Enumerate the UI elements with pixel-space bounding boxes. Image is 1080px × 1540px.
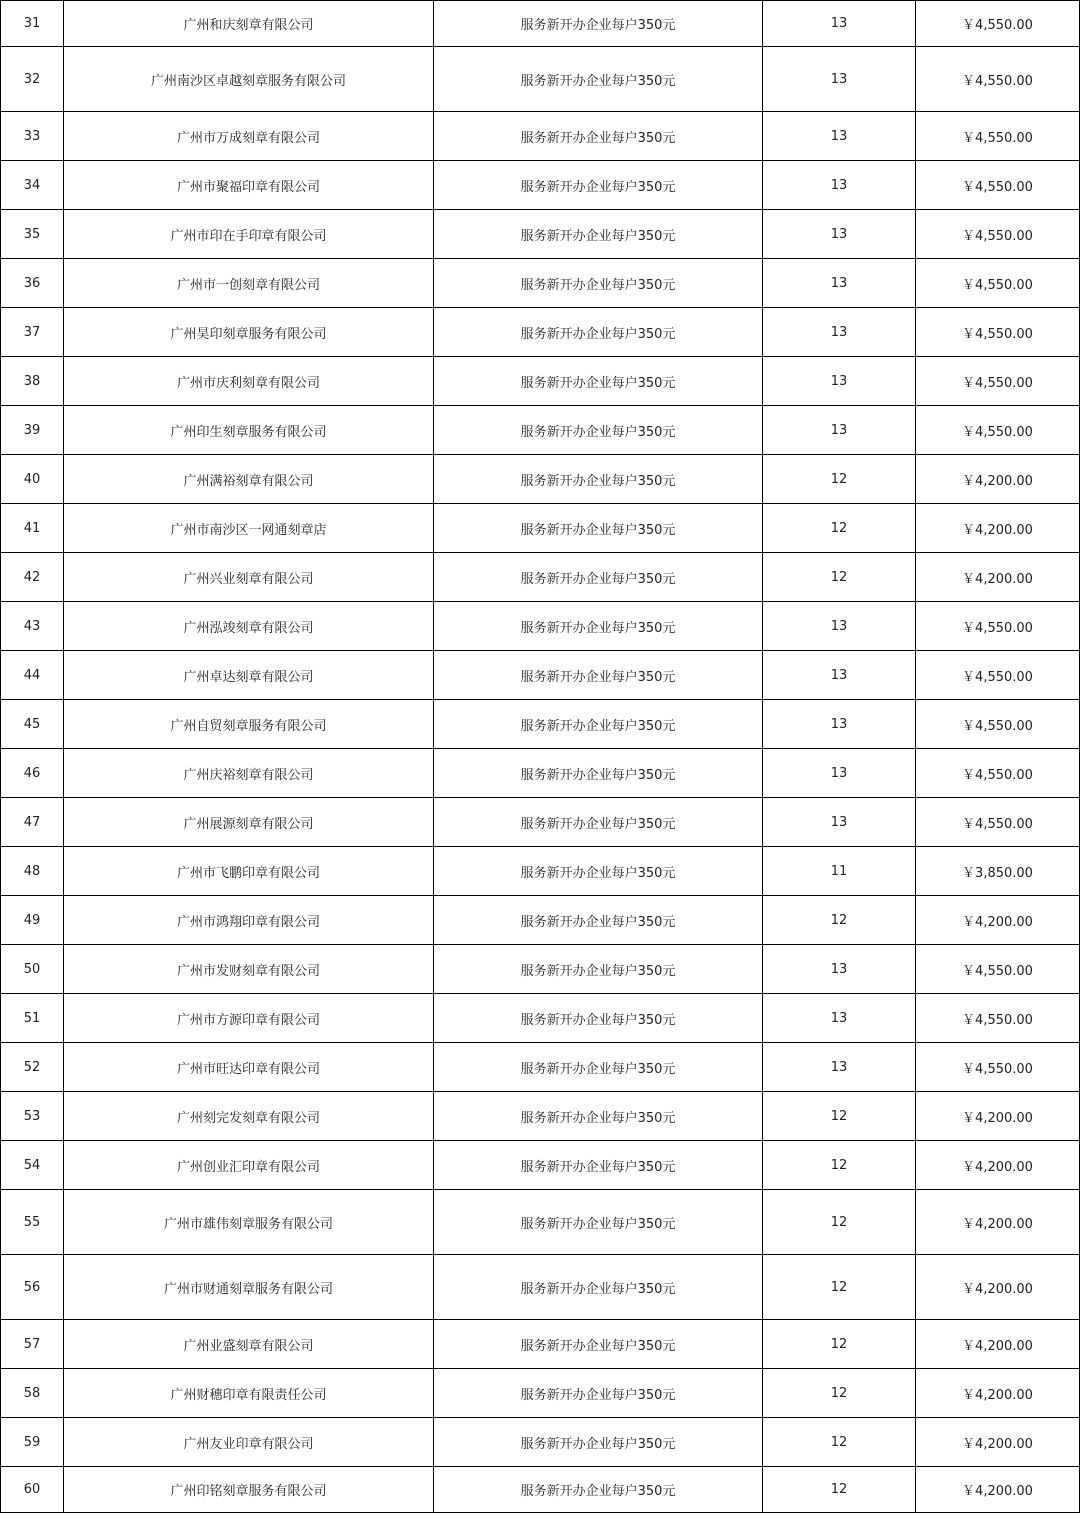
- enterprise-count: 12: [763, 1467, 916, 1513]
- service-description: 服务新开办企业每户350元: [434, 112, 763, 161]
- row-number: 47: [1, 798, 64, 847]
- subsidy-amount: ￥3,850.00: [916, 847, 1080, 896]
- company-name: 广州市旺达印章有限公司: [64, 1043, 434, 1092]
- subsidy-amount: ￥4,550.00: [916, 161, 1080, 210]
- subsidy-amount: ￥4,550.00: [916, 700, 1080, 749]
- enterprise-count: 13: [763, 1043, 916, 1092]
- service-description: 服务新开办企业每户350元: [434, 504, 763, 553]
- enterprise-count: 13: [763, 749, 916, 798]
- enterprise-count: 12: [763, 455, 916, 504]
- company-name: 广州业盛刻章有限公司: [64, 1320, 434, 1369]
- enterprise-count: 13: [763, 210, 916, 259]
- table-row: [1, 798, 1080, 847]
- table-row: [1, 700, 1080, 749]
- enterprise-count: 12: [763, 1255, 916, 1320]
- enterprise-count: 13: [763, 994, 916, 1043]
- subsidy-amount: ￥4,550.00: [916, 47, 1080, 112]
- table-row: [1, 406, 1080, 455]
- table-row: [1, 1, 1080, 47]
- service-description: 服务新开办企业每户350元: [434, 47, 763, 112]
- service-description: 服务新开办企业每户350元: [434, 651, 763, 700]
- service-description: 服务新开办企业每户350元: [434, 1, 763, 47]
- subsidy-amount: ￥4,200.00: [916, 1320, 1080, 1369]
- service-description: 服务新开办企业每户350元: [434, 259, 763, 308]
- company-name: 广州卓达刻章有限公司: [64, 651, 434, 700]
- table-row: [1, 112, 1080, 161]
- subsidy-amount: ￥4,550.00: [916, 308, 1080, 357]
- service-description: 服务新开办企业每户350元: [434, 1320, 763, 1369]
- service-description: 服务新开办企业每户350元: [434, 161, 763, 210]
- company-name: 广州印铭刻章服务有限公司: [64, 1467, 434, 1513]
- enterprise-count: 13: [763, 602, 916, 651]
- table-row: [1, 1092, 1080, 1141]
- enterprise-count: 13: [763, 651, 916, 700]
- enterprise-count: 13: [763, 406, 916, 455]
- enterprise-count: 13: [763, 700, 916, 749]
- enterprise-count: 11: [763, 847, 916, 896]
- subsidy-amount: ￥4,550.00: [916, 210, 1080, 259]
- subsidy-amount: ￥4,200.00: [916, 896, 1080, 945]
- company-name: 广州创业汇印章有限公司: [64, 1141, 434, 1190]
- row-number: 37: [1, 308, 64, 357]
- enterprise-count: 13: [763, 798, 916, 847]
- table-row: [1, 357, 1080, 406]
- company-name: 广州展源刻章有限公司: [64, 798, 434, 847]
- table-row: [1, 1141, 1080, 1190]
- service-description: 服务新开办企业每户350元: [434, 896, 763, 945]
- table-row: [1, 749, 1080, 798]
- row-number: 42: [1, 553, 64, 602]
- company-name: 广州市一创刻章有限公司: [64, 259, 434, 308]
- table-row: [1, 504, 1080, 553]
- table-row: [1, 308, 1080, 357]
- table-row: [1, 1190, 1080, 1255]
- service-description: 服务新开办企业每户350元: [434, 455, 763, 504]
- row-number: 40: [1, 455, 64, 504]
- service-description: 服务新开办企业每户350元: [434, 1255, 763, 1320]
- row-number: 32: [1, 47, 64, 112]
- service-description: 服务新开办企业每户350元: [434, 700, 763, 749]
- table-row: [1, 259, 1080, 308]
- service-description: 服务新开办企业每户350元: [434, 1043, 763, 1092]
- service-description: 服务新开办企业每户350元: [434, 847, 763, 896]
- row-number: 39: [1, 406, 64, 455]
- company-name: 广州市鸿翔印章有限公司: [64, 896, 434, 945]
- service-description: 服务新开办企业每户350元: [434, 1467, 763, 1513]
- company-name: 广州市南沙区一网通刻章店: [64, 504, 434, 553]
- company-name: 广州和庆刻章有限公司: [64, 1, 434, 47]
- table-row: [1, 945, 1080, 994]
- row-number: 44: [1, 651, 64, 700]
- table-row: [1, 161, 1080, 210]
- subsidy-amount: ￥4,200.00: [916, 553, 1080, 602]
- company-name: 广州市发财刻章有限公司: [64, 945, 434, 994]
- table-row: [1, 553, 1080, 602]
- row-number: 53: [1, 1092, 64, 1141]
- row-number: 46: [1, 749, 64, 798]
- subsidy-amount: ￥4,550.00: [916, 994, 1080, 1043]
- row-number: 36: [1, 259, 64, 308]
- table-row: [1, 602, 1080, 651]
- row-number: 43: [1, 602, 64, 651]
- enterprise-count: 12: [763, 1141, 916, 1190]
- table-row: [1, 1467, 1080, 1513]
- company-name: 广州市方源印章有限公司: [64, 994, 434, 1043]
- enterprise-count: 13: [763, 112, 916, 161]
- service-description: 服务新开办企业每户350元: [434, 406, 763, 455]
- service-description: 服务新开办企业每户350元: [434, 749, 763, 798]
- row-number: 59: [1, 1418, 64, 1467]
- company-name: 广州市飞鹏印章有限公司: [64, 847, 434, 896]
- company-name: 广州刻完发刻章有限公司: [64, 1092, 434, 1141]
- subsidy-amount: ￥4,550.00: [916, 112, 1080, 161]
- subsidy-amount: ￥4,200.00: [916, 1467, 1080, 1513]
- row-number: 35: [1, 210, 64, 259]
- enterprise-count: 12: [763, 1092, 916, 1141]
- service-description: 服务新开办企业每户350元: [434, 553, 763, 602]
- subsidy-amount: ￥4,200.00: [916, 1092, 1080, 1141]
- service-description: 服务新开办企业每户350元: [434, 994, 763, 1043]
- subsidy-amount: ￥4,550.00: [916, 749, 1080, 798]
- enterprise-count: 13: [763, 1, 916, 47]
- row-number: 54: [1, 1141, 64, 1190]
- row-number: 38: [1, 357, 64, 406]
- enterprise-count: 13: [763, 259, 916, 308]
- company-name: 广州庆裕刻章有限公司: [64, 749, 434, 798]
- subsidy-amount: ￥4,550.00: [916, 1, 1080, 47]
- table-row: [1, 210, 1080, 259]
- company-name: 广州市财通刻章服务有限公司: [64, 1255, 434, 1320]
- company-name: 广州市雄伟刻章服务有限公司: [64, 1190, 434, 1255]
- service-description: 服务新开办企业每户350元: [434, 210, 763, 259]
- table-row: [1, 651, 1080, 700]
- enterprise-count: 13: [763, 161, 916, 210]
- table-row: [1, 994, 1080, 1043]
- row-number: 55: [1, 1190, 64, 1255]
- company-name: 广州财穗印章有限责任公司: [64, 1369, 434, 1418]
- enterprise-count: 13: [763, 308, 916, 357]
- subsidy-amount: ￥4,550.00: [916, 602, 1080, 651]
- table-row: [1, 1043, 1080, 1092]
- company-name: 广州市印在手印章有限公司: [64, 210, 434, 259]
- row-number: 31: [1, 1, 64, 47]
- company-name: 广州昊印刻章服务有限公司: [64, 308, 434, 357]
- enterprise-count: 13: [763, 357, 916, 406]
- subsidy-amount: ￥4,200.00: [916, 1418, 1080, 1467]
- company-name: 广州自贸刻章服务有限公司: [64, 700, 434, 749]
- table-row: [1, 1369, 1080, 1418]
- company-name: 广州市庆利刻章有限公司: [64, 357, 434, 406]
- subsidy-amount: ￥4,200.00: [916, 1190, 1080, 1255]
- company-name: 广州南沙区卓越刻章服务有限公司: [64, 47, 434, 112]
- enterprise-count: 12: [763, 896, 916, 945]
- row-number: 49: [1, 896, 64, 945]
- service-description: 服务新开办企业每户350元: [434, 1369, 763, 1418]
- service-description: 服务新开办企业每户350元: [434, 1141, 763, 1190]
- subsidy-amount: ￥4,550.00: [916, 1043, 1080, 1092]
- enterprise-count: 12: [763, 553, 916, 602]
- row-number: 56: [1, 1255, 64, 1320]
- company-name: 广州兴业刻章有限公司: [64, 553, 434, 602]
- row-number: 51: [1, 994, 64, 1043]
- row-number: 50: [1, 945, 64, 994]
- row-number: 52: [1, 1043, 64, 1092]
- subsidy-amount: ￥4,550.00: [916, 798, 1080, 847]
- table-row: [1, 1418, 1080, 1467]
- enterprise-count: 13: [763, 945, 916, 994]
- service-description: 服务新开办企业每户350元: [434, 945, 763, 994]
- table-row: [1, 847, 1080, 896]
- enterprise-count: 12: [763, 1320, 916, 1369]
- enterprise-count: 12: [763, 1418, 916, 1467]
- company-name: 广州市万成刻章有限公司: [64, 112, 434, 161]
- company-name: 广州印生刻章服务有限公司: [64, 406, 434, 455]
- service-description: 服务新开办企业每户350元: [434, 602, 763, 651]
- subsidy-amount: ￥4,200.00: [916, 504, 1080, 553]
- company-name: 广州友业印章有限公司: [64, 1418, 434, 1467]
- row-number: 33: [1, 112, 64, 161]
- row-number: 34: [1, 161, 64, 210]
- table-row: [1, 1255, 1080, 1320]
- service-description: 服务新开办企业每户350元: [434, 798, 763, 847]
- company-name: 广州满裕刻章有限公司: [64, 455, 434, 504]
- table-row: [1, 1320, 1080, 1369]
- service-description: 服务新开办企业每户350元: [434, 308, 763, 357]
- enterprise-count: 12: [763, 1190, 916, 1255]
- subsidy-amount: ￥4,200.00: [916, 1369, 1080, 1418]
- subsidy-amount: ￥4,200.00: [916, 1255, 1080, 1320]
- subsidy-amount: ￥4,550.00: [916, 406, 1080, 455]
- service-description: 服务新开办企业每户350元: [434, 1190, 763, 1255]
- company-name: 广州市聚福印章有限公司: [64, 161, 434, 210]
- subsidy-amount: ￥4,200.00: [916, 455, 1080, 504]
- row-number: 57: [1, 1320, 64, 1369]
- row-number: 45: [1, 700, 64, 749]
- row-number: 58: [1, 1369, 64, 1418]
- subsidy-amount: ￥4,550.00: [916, 357, 1080, 406]
- subsidy-amount: ￥4,550.00: [916, 651, 1080, 700]
- service-description: 服务新开办企业每户350元: [434, 1092, 763, 1141]
- company-name: 广州泓竣刻章有限公司: [64, 602, 434, 651]
- table-row: [1, 47, 1080, 112]
- subsidy-amount: ￥4,550.00: [916, 259, 1080, 308]
- row-number: 60: [1, 1467, 64, 1513]
- subsidy-amount: ￥4,550.00: [916, 945, 1080, 994]
- service-description: 服务新开办企业每户350元: [434, 1418, 763, 1467]
- table-row: [1, 896, 1080, 945]
- subsidy-amount: ￥4,200.00: [916, 1141, 1080, 1190]
- enterprise-count: 12: [763, 504, 916, 553]
- row-number: 41: [1, 504, 64, 553]
- table-body: [1, 1, 1080, 1513]
- enterprise-count: 12: [763, 1369, 916, 1418]
- table-row: [1, 455, 1080, 504]
- enterprise-count: 13: [763, 47, 916, 112]
- row-number: 48: [1, 847, 64, 896]
- service-description: 服务新开办企业每户350元: [434, 357, 763, 406]
